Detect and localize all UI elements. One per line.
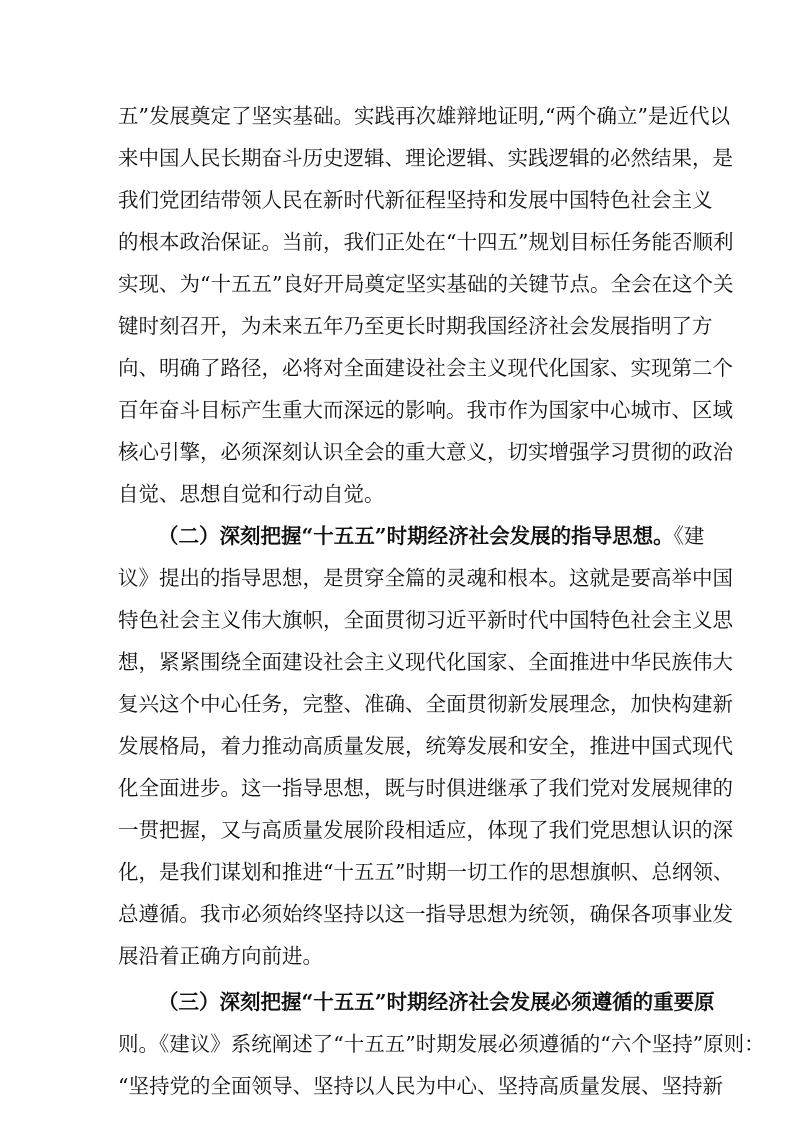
paragraph-2-line-1-tail: 《建 (673, 524, 705, 548)
section-heading-2: （二）深刻把握“十五五”时期经济社会发展的指导思想。 (158, 524, 674, 548)
paragraph-1-line-1: 五”发展奠定了坚实基础。实践再次雄辩地证明,“两个确立”是近代以 (118, 104, 730, 128)
paragraph-2-line-3: 特色社会主义伟大旗帜，全面贯彻习近平新时代中国特色社会主义思 (118, 608, 733, 632)
paragraph-2-line-8: 一贯把握，又与高质量发展阶段相适应，体现了我们党思想认识的深 (118, 818, 733, 842)
paragraph-3-line-2: 则。《建议》系统阐述了“十五五”时期发展必须遵循的“六个坚持”原则： (118, 1032, 765, 1056)
section-heading-3: （三）深刻把握“十五五”时期经济社会发展必须遵循的重要原 (158, 990, 715, 1014)
paragraph-1-line-4: 的根本政治保证。当前，我们正处在“十四五”规划目标任务能否顺利 (118, 230, 734, 254)
paragraph-2-line-5: 复兴这个中心任务，完整、准确、全面贯彻新发展理念，加快构建新 (118, 692, 733, 716)
paragraph-3-line-3: “坚持党的全面领导、坚持以人民为中心、坚持高质量发展、坚持新 (118, 1074, 723, 1098)
paragraph-2-first-line (158, 519, 705, 553)
paragraph-1-line-7: 向、明确了路径，必将对全面建设社会主义现代化国家、实现第二个 (118, 356, 733, 380)
paragraph-1-line-5: 实现、为“十五五”良好开局奠定坚实基础的关键节点。全会在这个关 (118, 272, 734, 296)
paragraph-2-line-10: 总遵循。我市必须始终坚持以这一指导思想为统领，确保各项事业发 (118, 902, 733, 926)
paragraph-1-line-3: 我们党团结带领人民在新时代新征程坚持和发展中国特色社会主义 (118, 188, 713, 212)
paragraph-1-line-2: 来中国人民长期奋斗历史逻辑、理论逻辑、实践逻辑的必然结果，是 (118, 146, 733, 170)
paragraph-2-line-7: 化全面进步。这一指导思想，既与时俱进继承了我们党对发展规律的 (118, 776, 733, 800)
paragraph-1-line-6: 键时刻召开，为未来五年乃至更长时期我国经济社会发展指明了方 (118, 314, 713, 338)
paragraph-2-line-6: 发展格局，着力推动高质量发展，统筹发展和安全，推进中国式现代 (118, 734, 733, 758)
paragraph-2-line-4: 想，紧紧围绕全面建设社会主义现代化国家、全面推进中华民族伟大 (118, 650, 733, 674)
paragraph-2-line-11: 展沿着正确方向前进。 (118, 944, 323, 968)
paragraph-1-line-8: 百年奋斗目标产生重大而深远的影响。我市作为国家中心城市、区域 (118, 398, 733, 422)
paragraph-2-line-9: 化，是我们谋划和推进“十五五”时期一切工作的思想旗帜、总纲领、 (118, 860, 734, 884)
paragraph-1-line-9: 核心引擎，必须深刻认识全会的重大意义，切实增强学习贯彻的政治 (118, 440, 733, 464)
paragraph-2-line-2: 议》提出的指导思想，是贯穿全篇的灵魂和根本。这就是要高举中国 (118, 566, 733, 590)
paragraph-1-line-10: 自觉、思想自觉和行动自觉。 (118, 482, 385, 506)
